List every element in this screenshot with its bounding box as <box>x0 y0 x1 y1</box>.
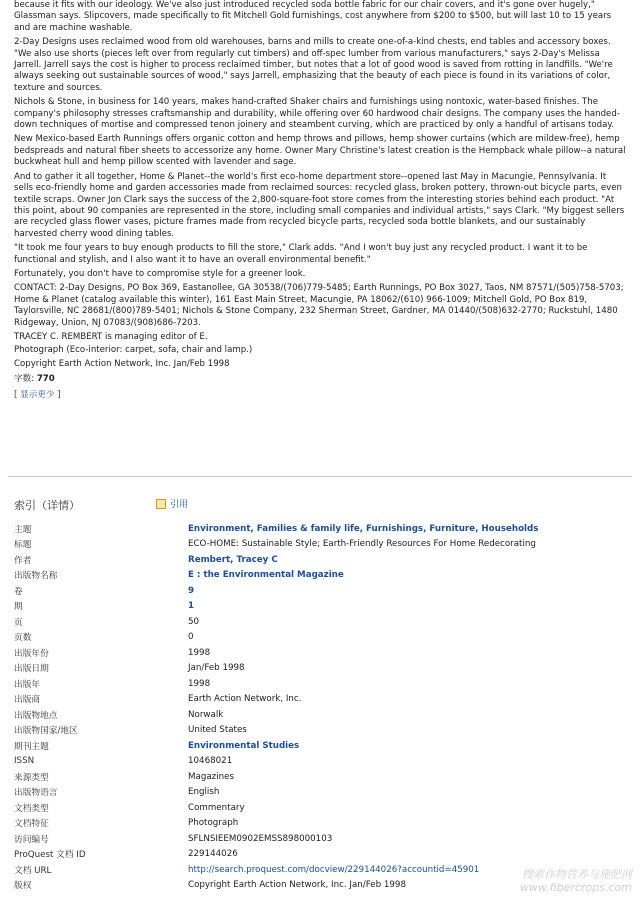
index-row-label: 出版商 <box>14 695 41 706</box>
index-row <box>14 537 626 553</box>
index-row-value: SFLNSIEEM0902EMSS898000103 <box>188 833 333 844</box>
index-row-label: 页数 <box>14 633 32 644</box>
paragraph: because it fits with our ideology. We've also just introduced recycled soda bottle fabric for our chair covers, and it's gone over hugely," Glassman says. Slipcovers, made specifically to fit Mitchell Gold furnishings, cost anywhere from $200 to $500, but will last 10 to 15 years and are machine washable. <box>14 0 612 33</box>
index-row-label: 期刊主题 <box>14 741 49 752</box>
index-row-label: 文档特征 <box>14 819 49 830</box>
index-row <box>14 800 626 816</box>
index-row-value: Norwalk <box>188 709 224 720</box>
index-row-value[interactable]: Rembert, Tracey C <box>188 554 278 565</box>
index-row-value: 10468021 <box>188 756 233 767</box>
index-row-value[interactable]: Environmental Studies <box>188 740 300 751</box>
index-row <box>14 676 626 692</box>
paragraph: Nichols & Stone, in business for 140 years, makes hand-crafted Shaker chairs and furnishings using nontoxic, water-based finishes. The company's philosophy stresses craftsmanship and durability, while offering over 60 hardwood chair designs. The company uses the handed-down techniques of mortise and compressed tenon joinery and steambent curving, which are practiced by only a handful of artisans today. <box>14 97 620 131</box>
show-less-link[interactable] <box>14 390 626 401</box>
index-row-label: 文档类型 <box>14 803 49 814</box>
index-row-value[interactable]: http://search.proquest.com/docview/229144026?accountid=45901 <box>188 864 480 875</box>
index-row <box>14 599 626 615</box>
section-divider <box>8 476 632 477</box>
index-row-label: ISSN <box>14 756 35 767</box>
index-row <box>14 723 626 739</box>
index-row-label: 出版年 <box>14 679 41 690</box>
index-row-value: Commentary <box>188 802 245 813</box>
index-row-value[interactable]: Environment, Families & family life, Furnishings, Furniture, Households <box>188 523 539 534</box>
cite-label[interactable]: 引用 <box>170 500 189 510</box>
quote-icon <box>156 499 166 509</box>
index-row <box>14 769 626 785</box>
index-row-value: Jan/Feb 1998 <box>188 663 245 674</box>
index-row <box>14 692 626 708</box>
index-row <box>14 552 626 568</box>
contact-paragraph: CONTACT: 2-Day Designs, PO Box 369, Eastanollee, GA 30538/(706)779-5485; Earth Runnings, PO Box 3027, Taos, NM 87571/(505)758-5703; Home & Planet (catalog available this winter), 161 East Main Street, Macungie, PA 18062/(610) 966-1009; Mitchell Gold, PO Box 819, Taylorsville, NC 28681/(800)789-5401; Nichols & Stone Company, 232 Sherman Street, Gardner, MA 01440/(508)632-2770; Ruckstuhl, 1480 Ridgeway, Union, NJ 07083/(908)686-7203. <box>14 283 624 328</box>
index-row-value: Magazines <box>188 771 235 782</box>
index-row-label: 作者 <box>14 555 32 566</box>
index-row-value[interactable]: 9 <box>188 585 195 596</box>
index-row-label: 出版日期 <box>14 664 49 675</box>
index-row-value: Earth Action Network, Inc. <box>188 694 302 705</box>
index-row-value: Photograph <box>188 818 239 829</box>
index-row <box>14 645 626 661</box>
index-row-label: 文档 URL <box>14 865 52 876</box>
index-row-value[interactable]: E : the Environmental Magazine <box>188 570 344 581</box>
paragraph: New Mexico-based Earth Runnings offers organic cotton and hemp throws and pillows, hemp shower curtains (which are mildew-free), hemp bedspreads and natural fiber sheets to accessorize any home. Owner Mary Christine's latest creation is the Hempback whale pillow--a natural buckwheat hull and hemp pillow scented with lavender and sage. <box>14 134 626 168</box>
index-row-value: ECO-HOME: Sustainable Style; Earth-Friendly Resources For Home Redecorating <box>188 539 536 550</box>
cite-button[interactable] <box>156 497 188 510</box>
index-row <box>14 847 626 863</box>
bracket: [ <box>14 389 18 400</box>
index-row <box>14 707 626 723</box>
index-row <box>14 661 626 677</box>
index-row-label: 来源类型 <box>14 772 49 783</box>
word-count-label: 字数: <box>14 374 35 385</box>
paragraph: Fortunately, you don't have to compromise style for a greener look. <box>14 268 306 279</box>
index-row-label: 主题 <box>14 524 32 535</box>
watermark <box>520 868 632 894</box>
index-row <box>14 583 626 599</box>
index-row-label: 访问编号 <box>14 834 49 845</box>
watermark-line: 搜索作物营养与施肥网 <box>522 868 632 881</box>
index-row-value: Copyright Earth Action Network, Inc. Jan/Feb 1998 <box>188 880 406 891</box>
index-row <box>14 630 626 646</box>
index-row-value: 1998 <box>188 678 211 689</box>
article-copyright: Copyright Earth Action Network, Inc. Jan/Feb 1998 <box>14 358 230 369</box>
show-less-label[interactable]: 显示更少 <box>20 389 55 400</box>
index-row-label: 出版物国家/地区 <box>14 726 78 737</box>
index-row-value: 50 <box>188 616 200 627</box>
index-row <box>14 614 626 630</box>
index-row-label: 卷 <box>14 586 23 597</box>
index-row-label: 标题 <box>14 540 32 551</box>
index-row-value: 0 <box>188 632 194 643</box>
photo-note: Photograph (Eco-interior: carpet, sofa, chair and lamp.) <box>14 345 253 356</box>
bracket: ] <box>57 389 61 400</box>
article-body <box>14 0 626 401</box>
index-row <box>14 816 626 832</box>
index-row-label: 出版物名称 <box>14 571 58 582</box>
index-row-value: United States <box>188 725 247 736</box>
index-row-label: 页 <box>14 617 23 628</box>
word-count-value: 770 <box>36 374 55 385</box>
author-note: TRACEY C. REMBERT is managing editor of E. <box>14 331 208 342</box>
index-row-label: 版权 <box>14 881 32 892</box>
watermark-line: www.fibercrops.com <box>519 881 632 894</box>
paragraph: "It took me four years to buy enough products to fill the store," Clark adds. "And I won't buy just any recycled product. I want it to be functional and stylish, and I also want it to have an overall environmental benefit." <box>14 243 588 265</box>
index-row <box>14 785 626 801</box>
paragraph: 2-Day Designs uses reclaimed wood from old warehouses, barns and mills to create one-of-a-kind chests, end tables and accessory boxes. "We also use shorts (pieces left over from regularly cut timbers) and off-spec lumber from various manufacturers," says 2-Day's Melissa Jarrell. Jarrell says the cost is higher to process reclaimed timber, but notes that a lot of good wood is saved from rotting in landfills. "We're always seeking out sustainable sources of wood," says Jarrell, emphasizing that the beauty of each piece is found in its variations of color, texture and sources. <box>14 37 613 93</box>
index-row-value: 229144026 <box>188 849 238 860</box>
index-heading: 索引（详情） <box>14 499 80 512</box>
index-row-value[interactable]: 1 <box>188 601 195 612</box>
index-row <box>14 754 626 770</box>
index-row-label: 期 <box>14 602 23 613</box>
index-row <box>14 521 626 537</box>
index-table <box>14 521 626 893</box>
index-row-label: ProQuest 文档 ID <box>14 850 86 861</box>
index-row-label: 出版物地点 <box>14 710 58 721</box>
index-row <box>14 738 626 754</box>
index-row-label: 出版年份 <box>14 648 49 659</box>
index-row-value: English <box>188 787 220 798</box>
index-row <box>14 568 626 584</box>
index-row <box>14 831 626 847</box>
index-row-label: 出版物语言 <box>14 788 58 799</box>
paragraph: And to gather it all together, Home & Planet--the world's first eco-home department store--opened last May in Macungie, Pennsylvania. It sells eco-friendly home and garden accessories made from reclaimed sources: recycled glass, broken pottery, thrown-out bicycle parts, even textile scraps. Owner Jon Clark says the success of the 2,800-square-foot store comes from the interesting stories behind each product. "At this point, about 90 companies are represented in the store, including small companies and individual artists," says Clark. "My biggest sellers are recycled glass flower vases, picture frames made from recycled bicycle parts, recycled soda bottle blankets, and our sustainably harvested cherry wood dining tables. <box>14 171 625 239</box>
word-count <box>14 374 626 385</box>
index-row-value: 1998 <box>188 647 211 658</box>
